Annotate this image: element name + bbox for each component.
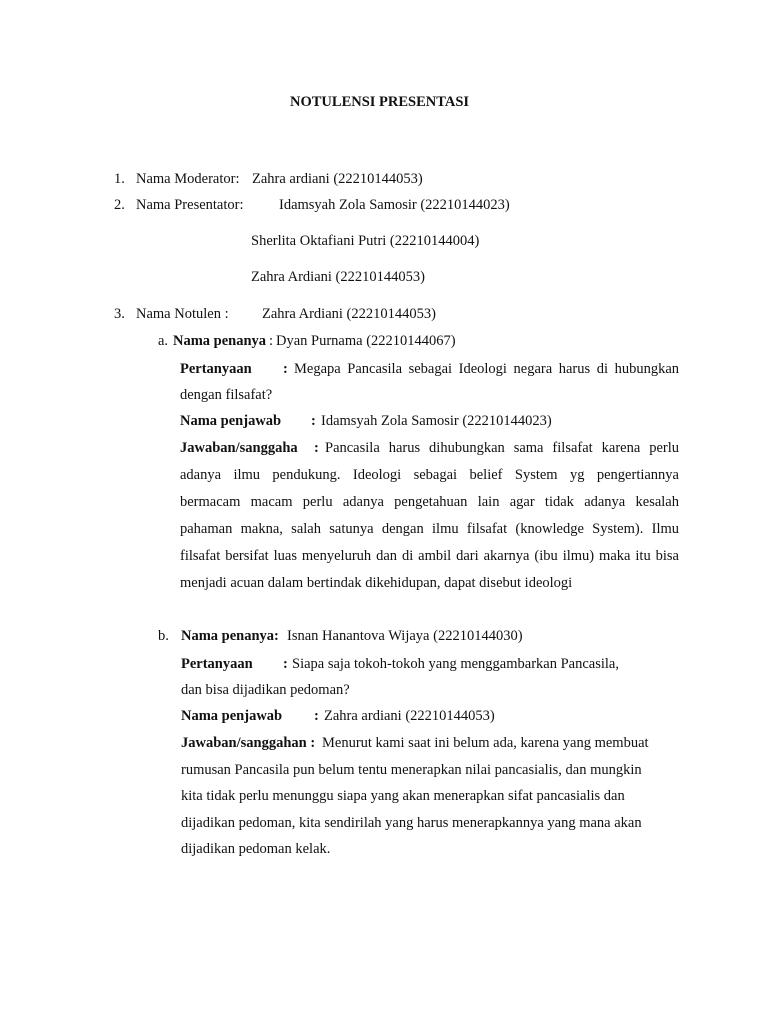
penanya-sep: : [269, 333, 274, 349]
presentator-name: Sherlita Oktafiani Putri (22210144004) [251, 233, 480, 249]
jawaban-line: Pancasila harus dihubungkan sama filsafat karena perlu [325, 440, 679, 456]
pertanyaan-line: dengan filsafat? [180, 387, 273, 403]
penanya-value: Isnan Hanantova Wijaya (22210144030) [287, 628, 523, 644]
jawaban-line: dijadikan pedoman kelak. [181, 841, 331, 857]
pertanyaan-line: Siapa saja tokoh-tokoh yang menggambarkan Pancasila, [292, 656, 619, 672]
jawaban-label: Jawaban/sanggahan : [181, 735, 316, 751]
presentator-name: Idamsyah Zola Samosir (22210144023) [279, 197, 510, 213]
penanya-label: Nama penanya [173, 333, 267, 349]
pertanyaan-sep: : [283, 361, 288, 377]
jawaban-line: kita tidak perlu menunggu siapa yang akan menerapkan sifat pancasialis dan [181, 788, 625, 804]
notulen-label: Nama Notulen : [136, 306, 229, 322]
sub-marker: b. [158, 628, 169, 644]
penanya-value: Dyan Purnama (22210144067) [276, 333, 456, 349]
page-title: NOTULENSI PRESENTASI [290, 94, 470, 110]
moderator-label: Nama Moderator: [136, 171, 240, 187]
jawaban-label: Jawaban/sanggaha [180, 440, 298, 456]
jawaban-line: Menurut kami saat ini belum ada, karena yang membuat [322, 735, 649, 751]
pertanyaan-label: Pertanyaan [181, 656, 253, 672]
jawaban-line: adanya ilmu pendukung. Ideologi sebagai belief System yg pengertiannya [180, 467, 679, 483]
penjawab-label: Nama penjawab [181, 708, 283, 724]
pertanyaan-line: Megapa Pancasila sebagai Ideologi negara harus di hubungkan [294, 361, 679, 377]
penjawab-sep: : [311, 413, 316, 429]
pertanyaan-sep: : [283, 656, 288, 672]
pertanyaan-line: dan bisa dijadikan pedoman? [181, 682, 350, 698]
jawaban-line: rumusan Pancasila pun belum tentu menerapkan nilai pancasialis, dan mungkin [181, 762, 642, 778]
penjawab-sep: : [314, 708, 319, 724]
list-number: 2. [114, 197, 125, 213]
list-number: 1. [114, 171, 125, 187]
presentator-label: Nama Presentator: [136, 197, 244, 213]
pertanyaan-label: Pertanyaan [180, 361, 252, 377]
list-number: 3. [114, 306, 125, 322]
jawaban-line: dijadikan pedoman, kita sendirilah yang harus menerapkannya yang mana akan [181, 815, 642, 831]
jawaban-sep: : [314, 440, 319, 456]
penanya-label: Nama penanya: [181, 628, 279, 644]
jawaban-line: filsafat bersifat luas menyeluruh dan di ambil dari akarnya (ibu ilmu) maka itu bisa [180, 548, 679, 564]
jawaban-line: bermacam macam perlu adanya pengetahuan lain agar tidak adanya kesalah [180, 494, 679, 510]
penjawab-label: Nama penjawab [180, 413, 282, 429]
presentator-name: Zahra Ardiani (22210144053) [251, 269, 425, 285]
moderator-value: Zahra ardiani (22210144053) [252, 171, 423, 187]
jawaban-line: pahaman makna, salah satunya dengan ilmu filsafat (knowledge System). Ilmu [180, 521, 679, 537]
notulen-value: Zahra Ardiani (22210144053) [262, 306, 436, 322]
jawaban-line: menjadi acuan dalam bertindak dikehidupan, dapat disebut ideologi [180, 575, 573, 591]
penjawab-value: Idamsyah Zola Samosir (22210144023) [321, 413, 552, 429]
sub-marker: a. [158, 333, 169, 349]
penjawab-value: Zahra ardiani (22210144053) [324, 708, 495, 724]
